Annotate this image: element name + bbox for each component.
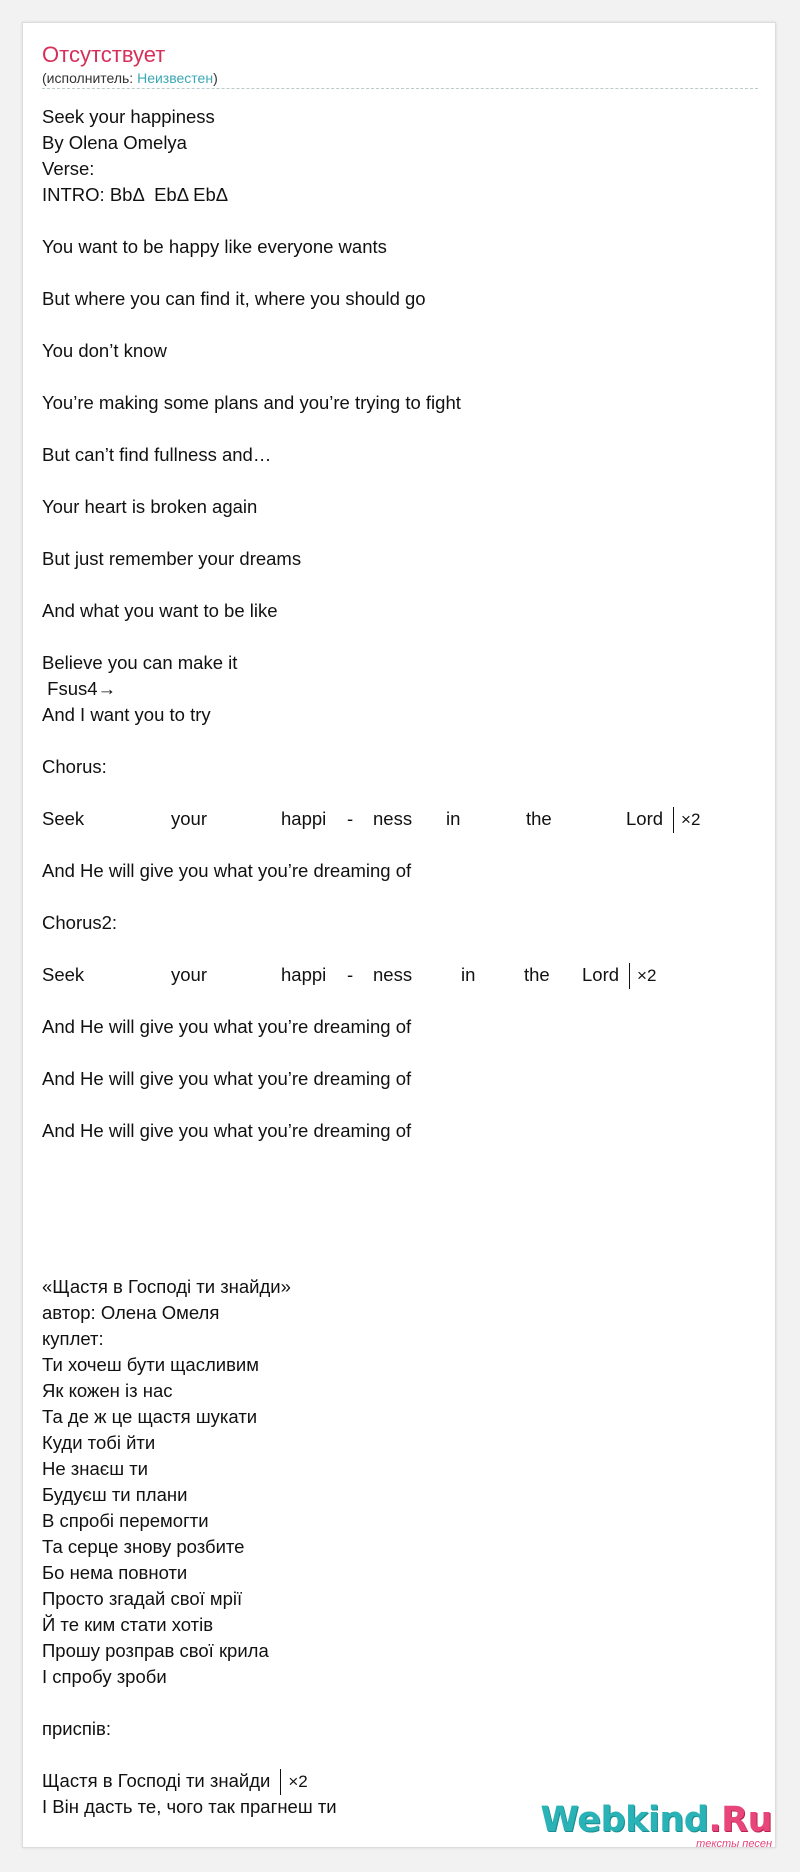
lyric-line: And He will give you what you’re dreaming of — [42, 1068, 412, 1089]
repeat-marker: ×2 — [280, 1769, 307, 1795]
section-label: Chorus2: — [42, 912, 118, 933]
lyric-line: І спробу зроби — [42, 1666, 167, 1687]
lyric-line: You don’t know — [42, 340, 167, 361]
lyric-line: You want to be happy like everyone wants — [42, 236, 387, 257]
chorus-word: happi — [281, 808, 327, 829]
chorus-line — [42, 1768, 758, 1794]
blank-line — [42, 1170, 758, 1196]
lyric-line: І Він дасть те, чого так прагнеш ти — [42, 1796, 337, 1817]
blank-line — [42, 364, 758, 390]
lyric-line: Та де ж це щастя шукати — [42, 1406, 258, 1427]
lyric-line: And I want you to try — [42, 704, 211, 725]
lyrics-body — [42, 104, 758, 1820]
chorus-word: in — [461, 964, 476, 985]
chorus-word: - — [347, 808, 354, 829]
chorus-word: Seek — [42, 964, 85, 985]
blank-line — [42, 936, 758, 962]
section-label: Chorus: — [42, 756, 107, 777]
blank-line — [42, 780, 758, 806]
lyric-line: Ти хочеш бути щасливим — [42, 1354, 259, 1375]
lyric-line: And He will give you what you’re dreaming of — [42, 1120, 412, 1141]
chorus-word: Seek — [42, 808, 85, 829]
lyric-line: «Щастя в Господі ти знайди» — [42, 1276, 291, 1297]
blank-line — [42, 572, 758, 598]
chorus-word: in — [446, 808, 461, 829]
chorus-word: your — [171, 808, 207, 829]
lyric-line: But can’t find fullness and… — [42, 444, 272, 465]
blank-line — [42, 1092, 758, 1118]
chorus-word: - — [347, 964, 354, 985]
lyric-line: Просто згадай свої мрії — [42, 1588, 243, 1609]
logo-wordmark: Webkind.Ru — [540, 1800, 772, 1840]
lyric-line: Бо нема повноти — [42, 1562, 188, 1583]
chorus-word: ness — [373, 808, 413, 829]
section-label: приспів: — [42, 1718, 111, 1739]
blank-line — [42, 832, 758, 858]
artist-line: (исполнитель: Неизвестен) — [42, 70, 218, 86]
song-header — [42, 40, 758, 89]
chorus-word: Lord — [626, 808, 664, 829]
lyric-line: But just remember your dreams — [42, 548, 302, 569]
blank-line — [42, 624, 758, 650]
lyric-line: В спробі перемогти — [42, 1510, 209, 1531]
chord-annotation: Fsus4→ — [42, 678, 117, 699]
lyric-line: Verse: — [42, 158, 95, 179]
lyric-line: Your heart is broken again — [42, 496, 258, 517]
lyric-line: куплет: — [42, 1328, 104, 1349]
blank-line — [42, 1248, 758, 1274]
lyric-line: Й те ким стати хотів — [42, 1614, 214, 1635]
chorus-word: Lord — [582, 964, 620, 985]
lyric-line: Куди тобі йти — [42, 1432, 156, 1453]
lyric-line: But where you can find it, where you should go — [42, 288, 426, 309]
lyric-line: Будуєш ти плани — [42, 1484, 188, 1505]
lyric-line: автор: Олена Омеля — [42, 1302, 220, 1323]
lyric-line: You’re making some plans and you’re trying to fight — [42, 392, 461, 413]
logo-tagline: тексты песен — [696, 1838, 772, 1850]
chorus-word: ness — [373, 964, 413, 985]
blank-line — [42, 520, 758, 546]
chorus-line — [42, 806, 758, 832]
lyric-line: And He will give you what you’re dreaming of — [42, 1016, 412, 1037]
blank-line — [42, 1040, 758, 1066]
lyric-line: Та серце знову розбите — [42, 1536, 245, 1557]
blank-line — [42, 728, 758, 754]
blank-line — [42, 416, 758, 442]
chorus-line — [42, 962, 758, 988]
blank-line — [42, 988, 758, 1014]
blank-line — [42, 260, 758, 286]
chorus-text: Щастя в Господі ти знайди — [42, 1770, 271, 1791]
blank-line — [42, 468, 758, 494]
song-title: Отсутствует — [42, 42, 166, 67]
blank-line — [42, 312, 758, 338]
lyric-line: Прошу розправ свої крила — [42, 1640, 269, 1661]
blank-line — [42, 1690, 758, 1716]
lyric-line: INTRO: BbΔ EbΔ EbΔ — [42, 184, 229, 205]
blank-line — [42, 1222, 758, 1248]
chorus-word: your — [171, 964, 207, 985]
lyric-line: And what you want to be like — [42, 600, 278, 621]
lyric-line: Seek your happiness — [42, 106, 215, 127]
repeat-marker: ×2 — [629, 963, 656, 989]
blank-line — [42, 1742, 758, 1768]
blank-line — [42, 208, 758, 234]
site-logo[interactable] — [540, 1800, 772, 1852]
blank-line — [42, 1196, 758, 1222]
lyric-line: By Olena Omelya — [42, 132, 187, 153]
lyric-line: And He will give you what you’re dreaming of — [42, 860, 412, 881]
chorus-word: the — [524, 964, 550, 985]
chorus-word: happi — [281, 964, 327, 985]
blank-line — [42, 884, 758, 910]
lyric-line: Не знаєш ти — [42, 1458, 149, 1479]
lyric-line: Як кожен із нас — [42, 1380, 173, 1401]
chorus-word: the — [526, 808, 552, 829]
artist-link[interactable]: Неизвестен — [137, 70, 214, 86]
blank-line — [42, 1144, 758, 1170]
lyric-line: Believe you can make it — [42, 652, 238, 673]
repeat-marker: ×2 — [673, 807, 700, 833]
